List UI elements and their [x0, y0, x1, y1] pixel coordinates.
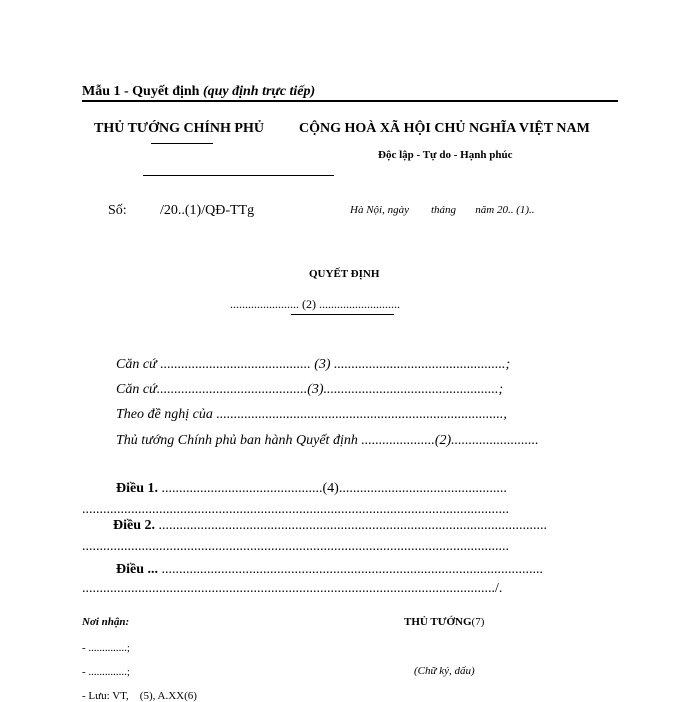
signer-title-text: THỦ TƯỚNG	[404, 616, 472, 628]
article-text: ...............................................................................................................	[155, 518, 547, 533]
article-1	[116, 481, 507, 497]
document-subject: ....................... (2) ...........................	[230, 297, 400, 311]
document-number-value: /20..(1)/QĐ-TTg	[160, 203, 255, 218]
article-n	[116, 562, 543, 578]
recipient-item: - Lưu: VT, (5), A.XX(6)	[82, 690, 197, 702]
left-divider-line	[143, 175, 334, 176]
preamble-line: Theo đề nghị của ..................................................................................,	[116, 407, 507, 422]
signer-title-ref: (7)	[471, 616, 485, 628]
article-2	[113, 518, 547, 534]
place-and-date: Hà Nội, ngày tháng năm 20.. (1)..	[350, 204, 535, 216]
article-text: .............................................................................................................	[158, 562, 543, 577]
signature-note: (Chữ ký, dấu)	[414, 665, 475, 677]
issuing-body: THỦ TƯỚNG CHÍNH PHỦ	[94, 121, 264, 136]
article-label: Điều 1.	[116, 481, 158, 496]
form-note: (quy định trực tiếp)	[202, 84, 316, 99]
article-label: Điều ...	[116, 562, 158, 577]
country-name: CỘNG HOÀ XÃ HỘI CHỦ NGHĨA VIỆT NAM	[299, 121, 590, 136]
article-continuation: ....................................................................................................................../.	[82, 581, 503, 596]
form-label: Mẫu 1 - Quyết định	[82, 84, 200, 99]
document-type-title: QUYẾT ĐỊNH	[309, 268, 380, 280]
article-text: ..............................................(4)................................................	[158, 481, 507, 496]
article-label: Điều 2.	[113, 518, 155, 533]
preamble-line: Căn cứ...........................................(3)..................................................;	[116, 382, 504, 397]
article-continuation: ..........................................................................................................................	[82, 539, 509, 554]
signer-title	[404, 616, 484, 628]
document-number-label: Số:	[108, 203, 127, 218]
recipients-title: Nơi nhận:	[82, 616, 130, 628]
preamble-line: Căn cứ ........................................... (3) .................................................;	[116, 357, 511, 372]
form-heading	[82, 84, 315, 100]
heading-underline	[82, 100, 618, 102]
preamble-line: Thủ tướng Chính phủ ban hành Quyết định .....................(2).........................	[116, 433, 539, 448]
recipient-item: - ..............;	[82, 666, 130, 678]
national-motto: Độc lập - Tự do - Hạnh phúc	[378, 149, 513, 161]
article-continuation: ..........................................................................................................................	[82, 502, 509, 517]
recipient-item: - ..............;	[82, 642, 130, 654]
subject-underline	[291, 314, 394, 315]
issuing-body-underline	[151, 143, 213, 144]
